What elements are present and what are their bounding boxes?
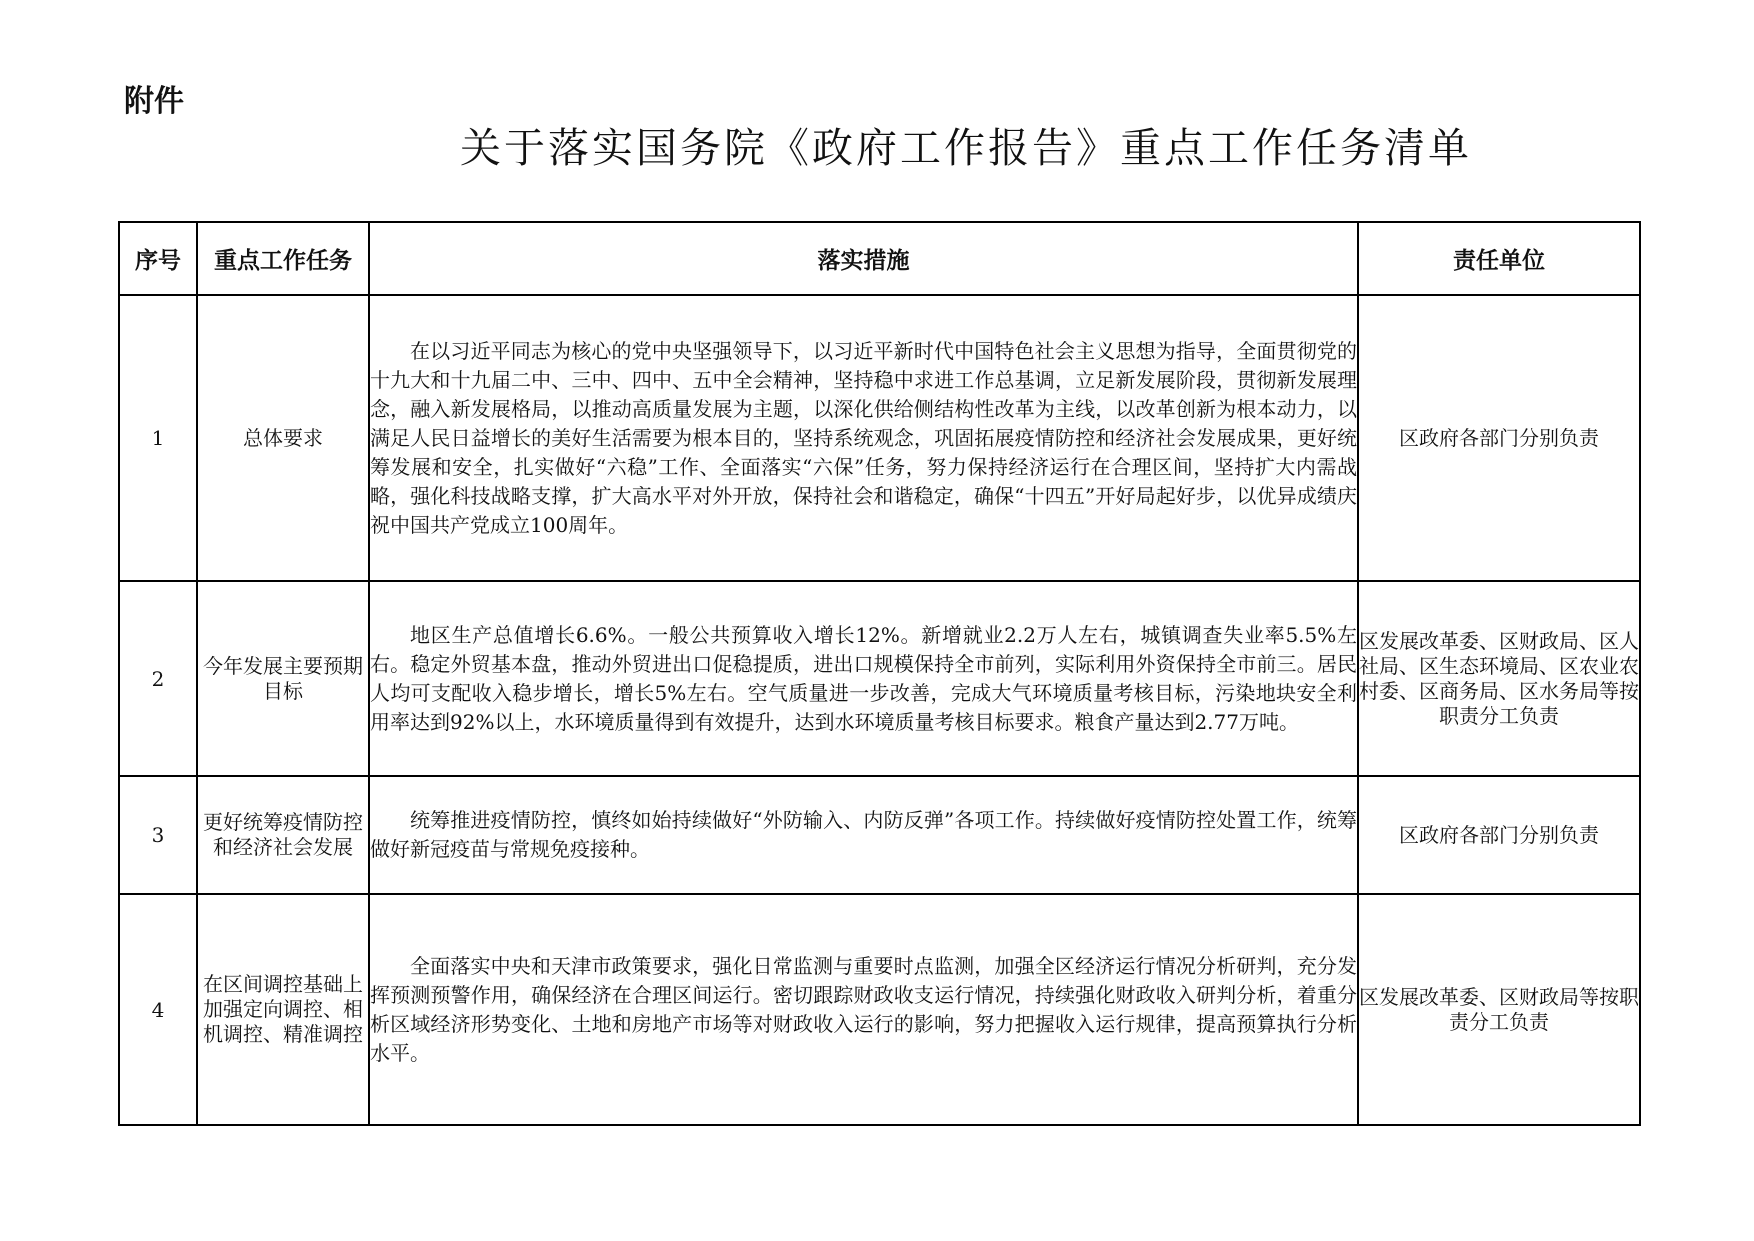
row-responsible-unit: 区发展改革委、区财政局、区人社局、区生态环境局、区农业农村委、区商务局、区水务局等按职责分工负责 (1358, 581, 1640, 776)
row-seq: 4 (119, 894, 197, 1125)
row-responsible-unit: 区发展改革委、区财政局等按职责分工负责 (1358, 894, 1640, 1125)
task-list-table (118, 221, 1641, 1126)
table-header-row (119, 222, 1640, 295)
table-row (119, 295, 1640, 581)
row-measure: 地区生产总值增长6.6%。一般公共预算收入增长12%。新增就业2.2万人左右，城镇调查失业率5.5%左右。稳定外贸基本盘，推动外贸进出口促稳提质，进出口规模保持全市前列，实际利用外资保持全市前三。居民人均可支配收入稳步增长，增长5%左右。空气质量进一步改善，完成大气环境质量考核目标，污染地块安全利用率达到92%以上，水环境质量得到有效提升，达到水环境质量考核目标要求。粮食产量达到2.77万吨。 (369, 581, 1358, 776)
row-measure: 统筹推进疫情防控，慎终如始持续做好“外防输入、内防反弹”各项工作。持续做好疫情防控处置工作，统筹做好新冠疫苗与常规免疫接种。 (369, 776, 1358, 894)
row-responsible-unit: 区政府各部门分别负责 (1358, 295, 1640, 581)
row-seq: 1 (119, 295, 197, 581)
table-row (119, 581, 1640, 776)
header-task: 重点工作任务 (197, 222, 369, 295)
row-task: 在区间调控基础上加强定向调控、相机调控、精准调控 (197, 894, 369, 1125)
table-row (119, 894, 1640, 1125)
row-measure: 在以习近平同志为核心的党中央坚强领导下，以习近平新时代中国特色社会主义思想为指导，全面贯彻党的十九大和十九届二中、三中、四中、五中全会精神，坚持稳中求进工作总基调，立足新发展阶段，贯彻新发展理念，融入新发展格局，以推动高质量发展为主题，以深化供给侧结构性改革为主线，以改革创新为根本动力，以满足人民日益增长的美好生活需要为根本目的，坚持系统观念，巩固拓展疫情防控和经济社会发展成果，更好统筹发展和安全，扎实做好“六稳”工作、全面落实“六保”任务，努力保持经济运行在合理区间，坚持扩大内需战略，强化科技战略支撑，扩大高水平对外开放，保持社会和谐稳定，确保“十四五”开好局起好步，以优异成绩庆祝中国共产党成立100周年。 (369, 295, 1358, 581)
row-task: 今年发展主要预期目标 (197, 581, 369, 776)
row-seq: 3 (119, 776, 197, 894)
row-task: 总体要求 (197, 295, 369, 581)
row-measure: 全面落实中央和天津市政策要求，强化日常监测与重要时点监测，加强全区经济运行情况分析研判，充分发挥预测预警作用，确保经济在合理区间运行。密切跟踪财政收支运行情况，持续强化财政收入研判分析，着重分析区域经济形势变化、土地和房地产市场等对财政收入运行的影响，努力把握收入运行规律，提高预算执行分析水平。 (369, 894, 1358, 1125)
attachment-label: 附件 (124, 84, 184, 119)
row-responsible-unit: 区政府各部门分别负责 (1358, 776, 1640, 894)
header-seq: 序号 (119, 222, 197, 295)
document-title: 关于落实国务院《政府工作报告》重点工作任务清单 (460, 124, 1472, 172)
header-unit: 责任单位 (1358, 222, 1640, 295)
header-measure: 落实措施 (369, 222, 1358, 295)
table-row (119, 776, 1640, 894)
row-task: 更好统筹疫情防控和经济社会发展 (197, 776, 369, 894)
row-seq: 2 (119, 581, 197, 776)
